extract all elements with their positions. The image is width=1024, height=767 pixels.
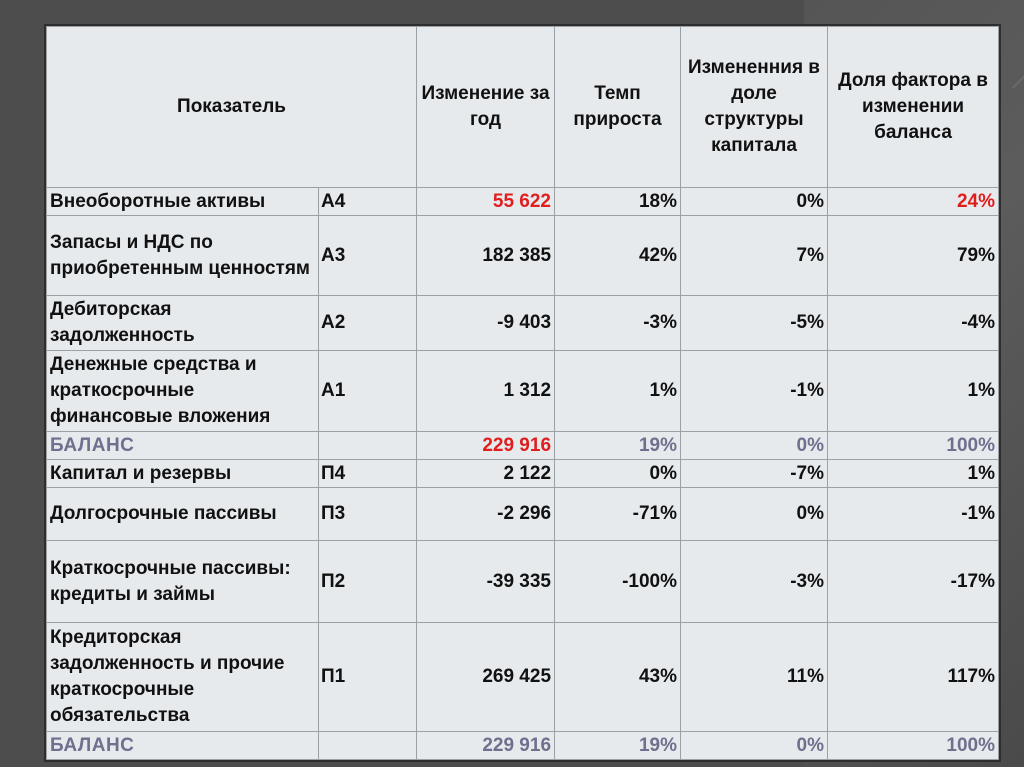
row-change: 2 122 bbox=[417, 460, 555, 488]
row-code: А1 bbox=[319, 351, 417, 432]
header-change-year: Изменение за год bbox=[417, 27, 555, 188]
row-name: Долгосрочные пассивы bbox=[47, 488, 319, 541]
row-share: 7% bbox=[681, 216, 828, 296]
row-code: А2 bbox=[319, 296, 417, 351]
row-factor: 24% bbox=[828, 188, 999, 216]
row-share: 0% bbox=[681, 732, 828, 760]
row-code: П2 bbox=[319, 541, 417, 623]
row-factor: 100% bbox=[828, 732, 999, 760]
row-name: Внеоборотные активы bbox=[47, 188, 319, 216]
table-row bbox=[47, 188, 999, 216]
row-factor: 1% bbox=[828, 460, 999, 488]
row-share: -5% bbox=[681, 296, 828, 351]
row-code: П4 bbox=[319, 460, 417, 488]
row-code bbox=[319, 432, 417, 460]
row-name: Капитал и резервы bbox=[47, 460, 319, 488]
row-rate: 18% bbox=[555, 188, 681, 216]
row-change: 229 916 bbox=[417, 732, 555, 760]
row-change: 229 916 bbox=[417, 432, 555, 460]
row-rate: 42% bbox=[555, 216, 681, 296]
table-row bbox=[47, 460, 999, 488]
row-rate: -71% bbox=[555, 488, 681, 541]
table-row bbox=[47, 216, 999, 296]
row-name: Денежные средства и краткосрочные финансовые вложения bbox=[47, 351, 319, 432]
row-rate: -3% bbox=[555, 296, 681, 351]
header-indicator: Показатель bbox=[47, 27, 417, 188]
row-rate: 43% bbox=[555, 623, 681, 732]
row-code: А3 bbox=[319, 216, 417, 296]
row-name: БАЛАНС bbox=[47, 432, 319, 460]
balance-analysis-table bbox=[46, 26, 999, 760]
row-name: БАЛАНС bbox=[47, 732, 319, 760]
table-header-row bbox=[47, 27, 999, 188]
row-change: -2 296 bbox=[417, 488, 555, 541]
row-share: 11% bbox=[681, 623, 828, 732]
row-name: Дебиторская задолженность bbox=[47, 296, 319, 351]
table-row bbox=[47, 351, 999, 432]
row-share: -1% bbox=[681, 351, 828, 432]
row-factor: -17% bbox=[828, 541, 999, 623]
table-row bbox=[47, 541, 999, 623]
row-change: 269 425 bbox=[417, 623, 555, 732]
balance-row bbox=[47, 732, 999, 760]
row-factor: 100% bbox=[828, 432, 999, 460]
table-row bbox=[47, 296, 999, 351]
row-rate: 19% bbox=[555, 432, 681, 460]
row-share: -3% bbox=[681, 541, 828, 623]
row-rate: 1% bbox=[555, 351, 681, 432]
row-rate: 19% bbox=[555, 732, 681, 760]
row-change: -39 335 bbox=[417, 541, 555, 623]
row-share: 0% bbox=[681, 488, 828, 541]
header-growth-rate: Темп прироста bbox=[555, 27, 681, 188]
row-name: Запасы и НДС по приобретенным ценностям bbox=[47, 216, 319, 296]
balance-row bbox=[47, 432, 999, 460]
header-factor-share: Доля фактора в изменении баланса bbox=[828, 27, 999, 188]
row-change: 182 385 bbox=[417, 216, 555, 296]
row-code bbox=[319, 732, 417, 760]
row-share: 0% bbox=[681, 188, 828, 216]
row-factor: 117% bbox=[828, 623, 999, 732]
header-share-change: Измененния в доле структуры капитала bbox=[681, 27, 828, 188]
table-row bbox=[47, 488, 999, 541]
row-code: А4 bbox=[319, 188, 417, 216]
row-factor: -4% bbox=[828, 296, 999, 351]
row-change: 1 312 bbox=[417, 351, 555, 432]
row-name: Кредиторская задолженность и прочие краткосрочные обязательства bbox=[47, 623, 319, 732]
row-name: Краткосрочные пассивы: кредиты и займы bbox=[47, 541, 319, 623]
row-factor: 79% bbox=[828, 216, 999, 296]
row-share: -7% bbox=[681, 460, 828, 488]
row-rate: -100% bbox=[555, 541, 681, 623]
table-row bbox=[47, 623, 999, 732]
row-change: 55 622 bbox=[417, 188, 555, 216]
row-code: П3 bbox=[319, 488, 417, 541]
row-change: -9 403 bbox=[417, 296, 555, 351]
row-code: П1 bbox=[319, 623, 417, 732]
row-share: 0% bbox=[681, 432, 828, 460]
row-factor: -1% bbox=[828, 488, 999, 541]
row-factor: 1% bbox=[828, 351, 999, 432]
row-rate: 0% bbox=[555, 460, 681, 488]
